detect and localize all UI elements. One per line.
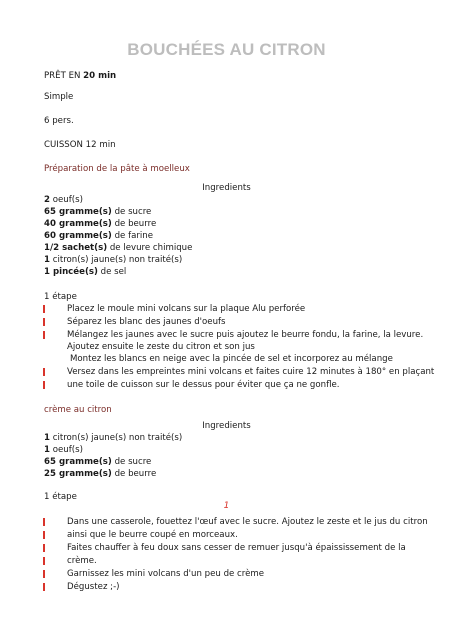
step-marker bbox=[43, 518, 45, 526]
ingredient-text: de levure chimique bbox=[107, 243, 193, 253]
recipe-title: BOUCHÉES AU CITRON bbox=[127, 40, 326, 59]
step-text: Dégustez ;-) bbox=[67, 582, 120, 592]
difficulty: Simple bbox=[44, 92, 74, 102]
section-title-pate: Préparation de la pâte à moelleux bbox=[44, 164, 190, 174]
ingredient-qty: 25 gramme(s) bbox=[44, 469, 112, 479]
step-label-1: 1 étape bbox=[44, 292, 77, 302]
ingredient-qty: 65 gramme(s) bbox=[44, 457, 112, 467]
ingredient-qty: 1 pincée(s) bbox=[44, 267, 98, 277]
ingredient-item bbox=[44, 207, 151, 218]
step-marker bbox=[43, 381, 45, 389]
step-text: ainsi que le beurre coupé en morceaux. bbox=[67, 530, 238, 540]
prep-time-value: 20 min bbox=[83, 71, 117, 81]
step-text: Ajoutez ensuite le zeste du citron et son jus bbox=[67, 342, 255, 352]
ingredient-qty: 1 bbox=[44, 433, 50, 443]
ingredient-qty: 1 bbox=[44, 255, 50, 265]
step-marker bbox=[43, 305, 45, 313]
step-text: Faites chauffer à feu doux sans cesser de remuer jusqu'à épaississement de la bbox=[67, 543, 406, 553]
step-marker bbox=[43, 331, 45, 339]
ingredient-qty: 1 bbox=[44, 445, 50, 455]
ingredient-item bbox=[44, 231, 153, 242]
ingredient-text: de beurre bbox=[111, 469, 157, 479]
ingredient-qty: 1/2 sachet(s) bbox=[44, 243, 108, 253]
ingredient-text: de farine bbox=[111, 231, 154, 241]
step-marker bbox=[43, 570, 45, 578]
step-marker bbox=[43, 318, 45, 326]
ingredient-text: de beurre bbox=[111, 219, 157, 229]
step-text: Mélangez les jaunes avec le sucre puis ajoutez le beurre fondu, la farine, la levure. bbox=[67, 330, 424, 340]
step-text: Versez dans les empreintes mini volcans et faites cuire 12 minutes à 180° en plaçant bbox=[67, 367, 435, 377]
step-number: 1 bbox=[223, 501, 230, 511]
ingredient-text: oeuf(s) bbox=[49, 195, 83, 205]
cooking-time: CUISSON 12 min bbox=[44, 140, 116, 150]
step-text: Montez les blancs en neige avec la pincée de sel et incorporez au mélange bbox=[70, 354, 393, 364]
step-text: Dans une casserole, fouettez l'œuf avec le sucre. Ajoutez le zeste et le jus du citron bbox=[67, 517, 428, 527]
ingredient-item bbox=[44, 267, 126, 278]
ingredient-qty: 2 bbox=[44, 195, 50, 205]
step-marker bbox=[43, 531, 45, 539]
ingredient-text: citron(s) jaune(s) non traité(s) bbox=[49, 255, 183, 265]
step-text: Placez le moule mini volcans sur la plaque Alu perforée bbox=[67, 304, 306, 314]
ingredient-text: de sucre bbox=[111, 457, 152, 467]
ingredient-item bbox=[44, 195, 83, 206]
ingredient-item bbox=[44, 243, 192, 254]
ingredient-item bbox=[44, 433, 182, 444]
ingredients-heading-2: Ingredients bbox=[202, 421, 251, 431]
ingredient-item bbox=[44, 219, 156, 230]
step-marker bbox=[43, 583, 45, 591]
ingredient-text: oeuf(s) bbox=[49, 445, 83, 455]
section-title-creme: crème au citron bbox=[44, 405, 112, 415]
ingredient-qty: 60 gramme(s) bbox=[44, 231, 112, 241]
prep-time bbox=[44, 71, 116, 82]
step-text: une toile de cuisson sur le dessus pour éviter que ça ne gonfle. bbox=[67, 380, 340, 390]
ingredient-item bbox=[44, 445, 83, 456]
ingredient-qty: 40 gramme(s) bbox=[44, 219, 112, 229]
step-marker bbox=[43, 544, 45, 552]
servings: 6 pers. bbox=[44, 116, 74, 126]
step-marker bbox=[43, 557, 45, 565]
step-text: Séparez les blanc des jaunes d'oeufs bbox=[67, 317, 226, 327]
ingredients-heading-1: Ingredients bbox=[202, 183, 251, 193]
ingredient-text: de sel bbox=[97, 267, 127, 277]
ingredient-item bbox=[44, 255, 182, 266]
step-text: Garnissez les mini volcans d'un peu de crème bbox=[67, 569, 265, 579]
ingredient-qty: 65 gramme(s) bbox=[44, 207, 112, 217]
step-text: crème. bbox=[67, 556, 97, 566]
ingredient-text: citron(s) jaune(s) non traité(s) bbox=[49, 433, 183, 443]
step-marker bbox=[43, 368, 45, 376]
ingredient-text: de sucre bbox=[111, 207, 152, 217]
ingredient-item bbox=[44, 457, 151, 468]
ingredient-item bbox=[44, 469, 156, 480]
step-label-2: 1 étape bbox=[44, 492, 77, 502]
prep-time-label: PRÊT EN bbox=[44, 71, 81, 81]
